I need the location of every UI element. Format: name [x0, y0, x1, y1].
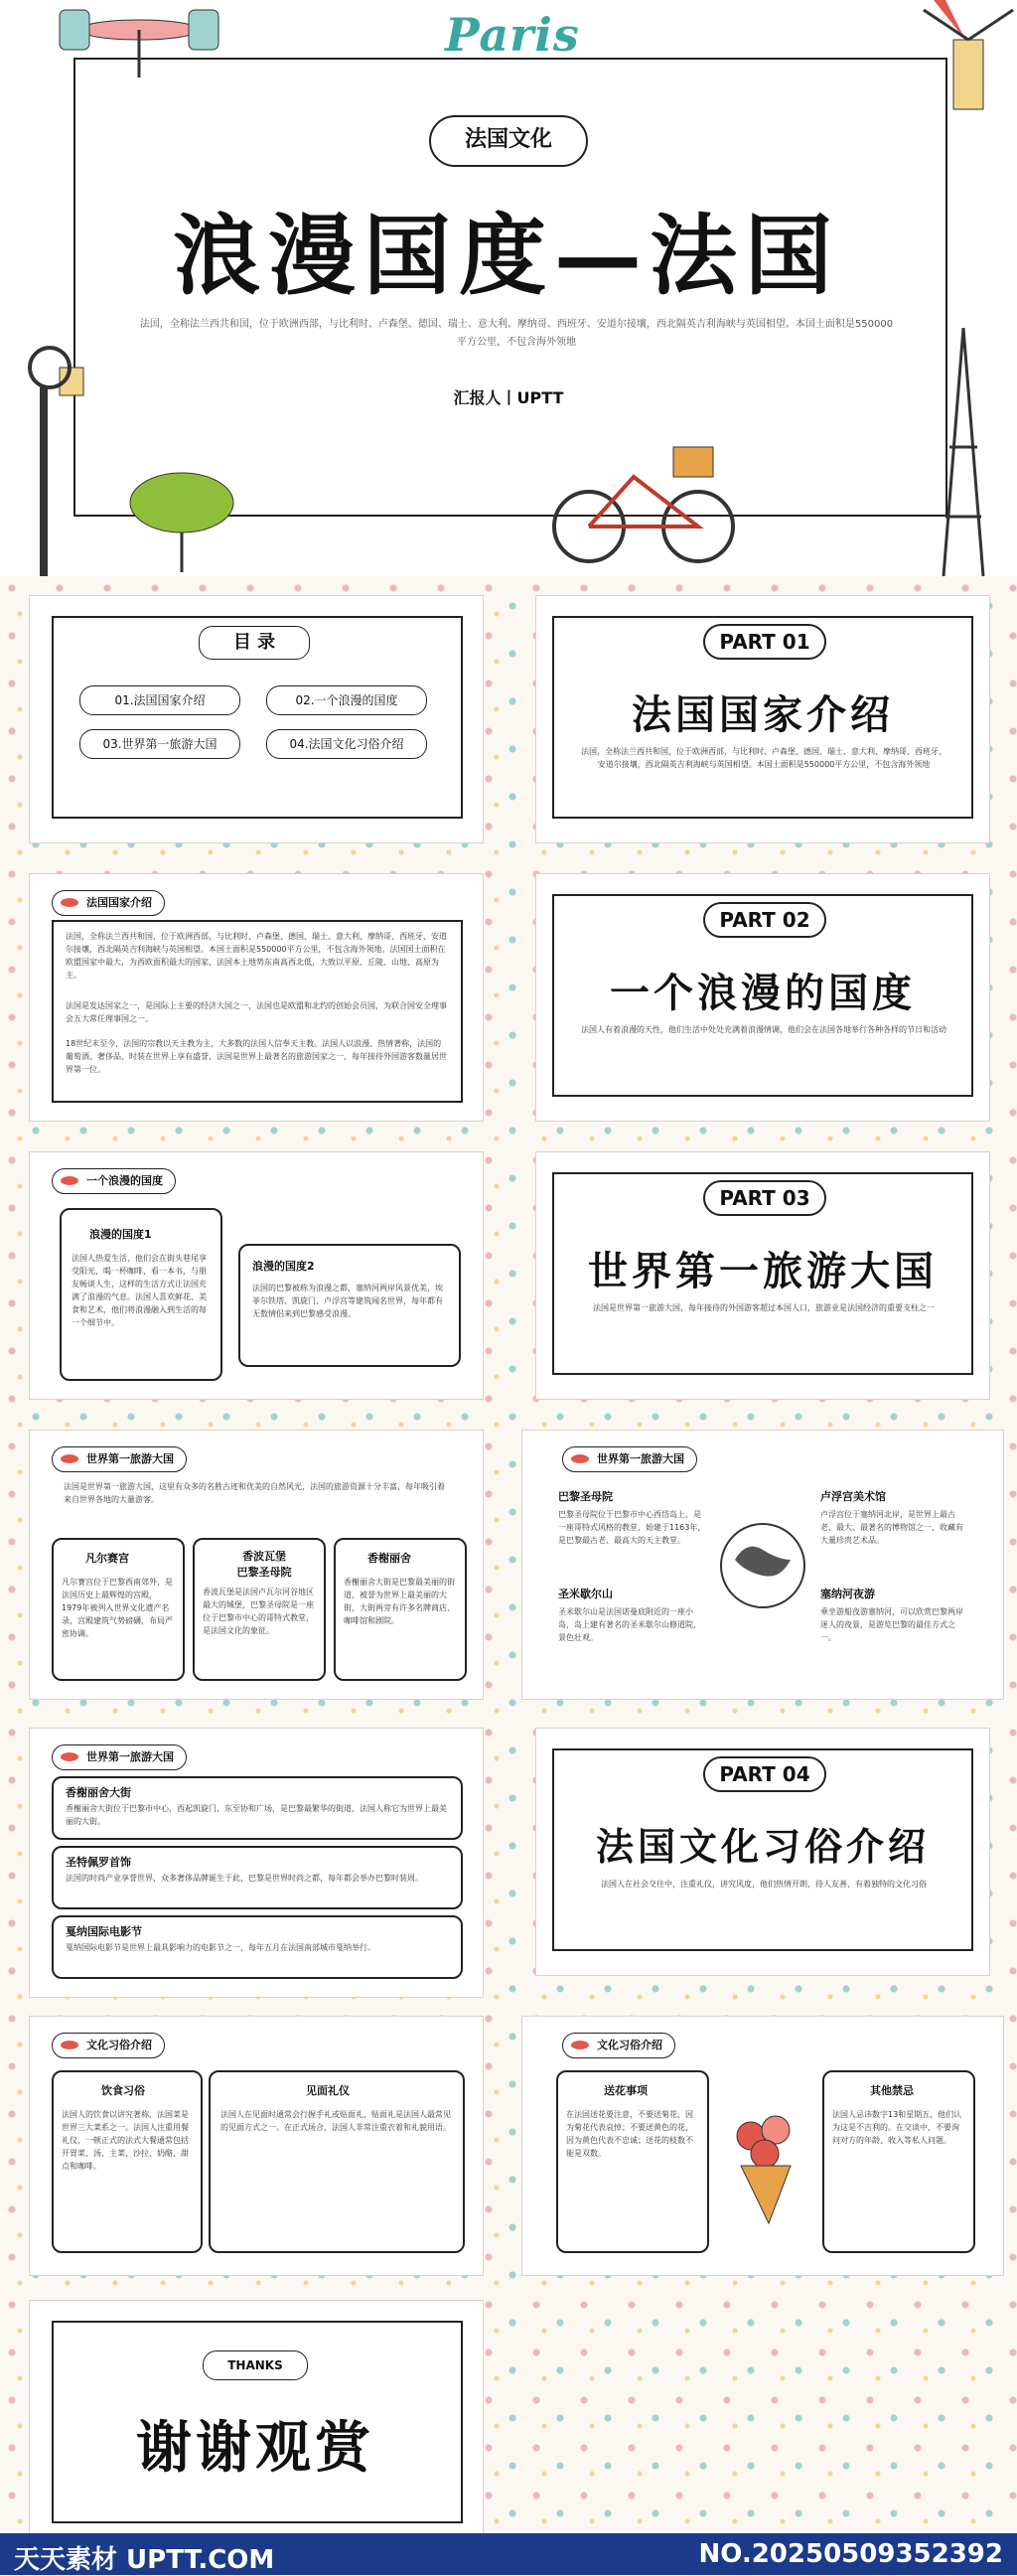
- custom-a-box-1-text: 法国人的饮食以讲究著称，法国菜是世界三大菜系之一。法国人注重用餐礼仪，一顿正式的法式大餐通常包括开胃菜、汤、主菜、沙拉、奶酪、甜点和咖啡。: [62, 2110, 189, 2171]
- travel-b-item-1-text: 巴黎圣母院位于巴黎市中心西岱岛上，是一座哥特式风格的教堂，始建于1163年，是巴黎最古老、最高大的天主教堂。: [558, 1510, 706, 1545]
- travel-c-row-3-title: 戛纳国际电影节: [66, 1925, 142, 1938]
- custom-a-chip: [52, 2033, 165, 2058]
- custom-b-box-2-text: 法国人忌讳数字13和星期五，他们认为这是不吉利的。在交谈中，不要询问对方的年龄、收入等私人问题。: [832, 2110, 962, 2145]
- travel-c-row-2-title: 圣特佩罗首饰: [66, 1856, 131, 1869]
- travel-b-chip: [562, 1446, 697, 1472]
- pin-icon: [571, 2041, 589, 2049]
- travel-c-row-1-text: 香榭丽舍大街位于巴黎市中心，西起凯旋门，东至协和广场，是巴黎最繁华的街道，法国人称它为世界上最美丽的大街。: [66, 1804, 447, 1826]
- part04-text: 法国人在社会交往中，注重礼仪，讲究风度，他们热情开朗，待人友善，有着独特的文化习俗: [601, 1880, 927, 1889]
- travel-a-box-2-title: 香波瓦堡 巴黎圣母院: [236, 1550, 292, 1579]
- travel-b-item-2-title: 卢浮宫美术馆: [820, 1490, 886, 1503]
- travel-a-box-1-text: 凡尔赛宫位于巴黎西南郊外，是法国历史上最辉煌的宫殿，1979年被列入世界文化遗产名录，宫殿建筑气势磅礴，布局严密协调。: [62, 1578, 173, 1638]
- paris-brand: Paris: [445, 8, 580, 62]
- part02-title: 一个浪漫的国度: [610, 970, 916, 1016]
- toc-item-2[interactable]: 02.一个浪漫的国度: [266, 685, 427, 715]
- part01-chip: PART 01: [703, 624, 826, 660]
- pin-icon: [61, 2041, 78, 2049]
- travel-b-item-4-title: 塞纳河夜游: [820, 1588, 875, 1600]
- intro-chip: [52, 890, 165, 916]
- hero-slide[interactable]: [0, 0, 1017, 576]
- travel-c-row-3-text: 戛纳国际电影节是世界上最具影响力的电影节之一，每年五月在法国南部城市戛纳举行。: [66, 1943, 375, 1952]
- custom-b-box-1-title: 送花事项: [604, 2084, 648, 2097]
- travel-a-box-3-title: 香榭丽舍: [367, 1552, 411, 1565]
- custom-a-box-1-title: 饮食习俗: [101, 2084, 145, 2097]
- hero-tag: 法国文化: [429, 115, 588, 167]
- pin-icon: [61, 898, 78, 907]
- part03-title: 世界第一旅游大国: [588, 1248, 938, 1294]
- travel-b-item-2-text: 卢浮宫位于塞纳河北岸，是世界上最古老、最大、最著名的博物馆之一，收藏有大量珍贵艺术品。: [820, 1510, 963, 1545]
- hero-title: 浪漫国度—法国: [172, 204, 840, 307]
- custom-a-chip-label: 文化习俗介绍: [86, 2039, 152, 2051]
- intro-p3: 18世纪末至今，法国的宗教以天主教为主，大多数的法国人信奉天主教。法国人以浪漫、热情著称，法国的葡萄酒、奢侈品、时装在世界上享有盛誉，法国是世界上最著名的旅游国家之一，每年接待外国游客数量居世界第一位。: [66, 1039, 447, 1074]
- hero-reporter: 汇报人丨UPTT: [453, 388, 564, 407]
- travel-slide-c[interactable]: [30, 1729, 483, 1997]
- travel-a-box-3-text: 香榭丽舍大街是巴黎最美丽的街道，被誉为世界上最美丽的大街，大街两旁有许多名牌商店、咖啡馆和剧院。: [344, 1578, 455, 1625]
- tree-icon: [127, 463, 236, 572]
- custom-b-chip: [562, 2033, 675, 2058]
- custom-b-chip-label: 文化习俗介绍: [597, 2039, 662, 2051]
- part02-text: 法国人有着浪漫的天性，他们生活中处处充满着浪漫情调，他们会在法国各地举行各种各样的节日和活动: [581, 1025, 946, 1034]
- custom-b-box-1-text: 在法国送花要注意，不要送菊花，因为菊花代表哀悼；不要送黄色的花，因为黄色代表不忠诚；送花的枝数不能是双数。: [566, 2110, 693, 2158]
- travel-b-item-3-title: 圣米歇尔山: [558, 1588, 613, 1600]
- pin-icon: [61, 1752, 78, 1761]
- travel-c-row-1-title: 香榭丽舍大街: [66, 1786, 131, 1799]
- custom-a-box-2-title: 见面礼仪: [306, 2084, 350, 2097]
- street-lamp-icon: [10, 328, 89, 576]
- custom-a-box-2-text: 法国人在见面时通常会行握手礼或贴面礼，贴面礼是法国人最常见的见面方式之一。在正式场合，法国人非常注重衣着和礼貌用语。: [220, 2110, 451, 2132]
- intro-p1: 法国，全称法兰西共和国，位于欧洲西部，与比利时、卢森堡、德国、瑞士、意大利、摩纳哥、西班牙、安道尔接壤，西北隔英吉利海峡与英国相望。本国土面积是550000平方公里，不包含海外领地。法国国土面积在欧盟国家中最大，为西欧面积最大的国家，法国本土地势东南高西北低，大致以平原、丘陵、山地、高原为主。: [66, 932, 447, 980]
- part01-slide[interactable]: [536, 596, 989, 842]
- part04-title: 法国文化习俗介绍: [595, 1824, 930, 1869]
- travel-c-chip: [52, 1744, 187, 1770]
- travel-b-item-1-title: 巴黎圣母院: [558, 1490, 613, 1503]
- part03-chip: PART 03: [703, 1180, 826, 1216]
- romance-chip-label: 一个浪漫的国度: [86, 1174, 163, 1187]
- romance-box-2-text: 法国的巴黎被称为浪漫之都，塞纳河两岸风景优美，埃菲尔铁塔、凯旋门、卢浮宫等建筑闻名世界，每年都有无数情侣来到巴黎感受浪漫。: [252, 1284, 443, 1318]
- travel-b-item-3-text: 圣米歇尔山是法国诺曼底附近的一座小岛，岛上建有著名的圣米歇尔山修道院，景色壮观。: [558, 1607, 701, 1642]
- pin-icon: [571, 1454, 589, 1463]
- part04-slide[interactable]: [536, 1729, 989, 1975]
- travel-a-chip-label: 世界第一旅游大国: [86, 1452, 174, 1465]
- toc-item-4[interactable]: 04.法国文化习俗介绍: [266, 729, 427, 759]
- part02-slide[interactable]: [536, 874, 989, 1121]
- custom-slide-a[interactable]: [30, 2017, 483, 2275]
- travel-c-row-2-text: 法国的时尚产业享誉世界，众多奢侈品牌诞生于此，巴黎是世界时尚之都，每年都会举办巴黎时装周。: [66, 1874, 423, 1883]
- toc-item-1[interactable]: 01.法国国家介绍: [79, 685, 240, 715]
- custom-b-box-2-title: 其他禁忌: [870, 2084, 914, 2097]
- travel-a-box-2-text: 香波瓦堡是法国卢瓦尔河谷地区最大的城堡，巴黎圣母院是一座位于巴黎市中心的哥特式教堂，是法国文化的象征。: [203, 1588, 314, 1635]
- thanks-title: 谢谢观赏: [136, 2415, 374, 2481]
- eiffel-tower-icon: [914, 328, 1013, 576]
- romance-chip: [52, 1168, 176, 1194]
- toc-slide[interactable]: [30, 596, 483, 842]
- travel-a-intro: 法国是世界第一旅游大国，这里有众多的名胜古迹和优美的自然风光，法国的旅游资源十分丰富，每年吸引着来自世界各地的大量游客。: [64, 1482, 445, 1504]
- intro-p2: 法国是发达国家之一，是国际上主要的经济大国之一，法国也是欧盟和北约的创始会员国，为联合国安全理事会五大常任理事国之一。: [66, 1001, 447, 1023]
- footer-number: NO.20250509352392: [698, 2539, 1003, 2569]
- custom-slide-b[interactable]: [522, 2017, 1003, 2275]
- intro-slide[interactable]: [30, 874, 483, 1121]
- part02-chip: PART 02: [703, 902, 826, 938]
- travel-c-chip-label: 世界第一旅游大国: [86, 1750, 174, 1763]
- pin-icon: [61, 1454, 78, 1463]
- flower-bouquet-icon: [721, 2106, 810, 2225]
- travel-a-chip: [52, 1446, 187, 1472]
- intro-chip-label: 法国国家介绍: [86, 896, 152, 909]
- cafe-table-icon: [40, 0, 238, 79]
- pin-icon: [61, 1176, 78, 1185]
- footer-bar: [0, 2533, 1017, 2575]
- bicycle-icon: [544, 437, 743, 566]
- footer-site[interactable]: 天天素材 UPTT.COM: [14, 2545, 275, 2575]
- part01-title: 法国国家介绍: [632, 691, 894, 738]
- travel-slide-a[interactable]: [30, 1431, 483, 1699]
- hero-description: 法国，全称法兰西共和国，位于欧洲西部，与比利时、卢森堡、德国、瑞士、意大利、摩纳哥、西班牙、安道尔接壤，西北隔英吉利海峡与英国相望。本国土面积是550000平方公里，不包含海外领地: [139, 319, 894, 348]
- windmill-icon: [914, 0, 1017, 119]
- romance-box-1-text: 法国人热爱生活，他们会在街头巷尾享受阳光，喝一杯咖啡，看一本书，与朋友畅谈人生，这样的生活方式让法国充满了浪漫的气息。法国人喜欢鲜花、美食和艺术，他们将浪漫融入到生活的每一个细节中。: [72, 1254, 207, 1327]
- part03-text: 法国是世界第一旅游大国，每年接待的外国游客超过本国人口，旅游业是法国经济的重要支柱之一: [593, 1303, 935, 1312]
- toc-item-3[interactable]: 03.世界第一旅游大国: [79, 729, 240, 759]
- part03-slide[interactable]: [536, 1152, 989, 1399]
- thanks-tag: THANKS: [203, 2350, 308, 2380]
- thanks-slide[interactable]: [30, 2301, 483, 2533]
- travel-a-box-1-title: 凡尔赛宫: [85, 1552, 129, 1565]
- toc-title: 目 录: [199, 626, 310, 660]
- romance-slide[interactable]: [30, 1152, 483, 1399]
- romance-box-1-title: 浪漫的国度1: [89, 1228, 152, 1241]
- part04-chip: PART 04: [703, 1756, 826, 1792]
- travel-slide-b[interactable]: [522, 1431, 1003, 1699]
- travel-b-chip-label: 世界第一旅游大国: [597, 1452, 684, 1465]
- globe-icon: [717, 1520, 808, 1611]
- part01-text: 法国，全称法兰西共和国，位于欧洲西部，与比利时、卢森堡、德国、瑞士、意大利、摩纳哥、西班牙、安道尔接壤，西北隔英吉利海峡与英国相望。本国土面积是550000平方公里，不包含海外领地: [581, 747, 946, 769]
- travel-b-item-4-text: 乘坐游船夜游塞纳河，可以欣赏巴黎两岸迷人的夜景，是游览巴黎的最佳方式之一。: [820, 1607, 963, 1642]
- romance-box-2-title: 浪漫的国度2: [252, 1260, 315, 1273]
